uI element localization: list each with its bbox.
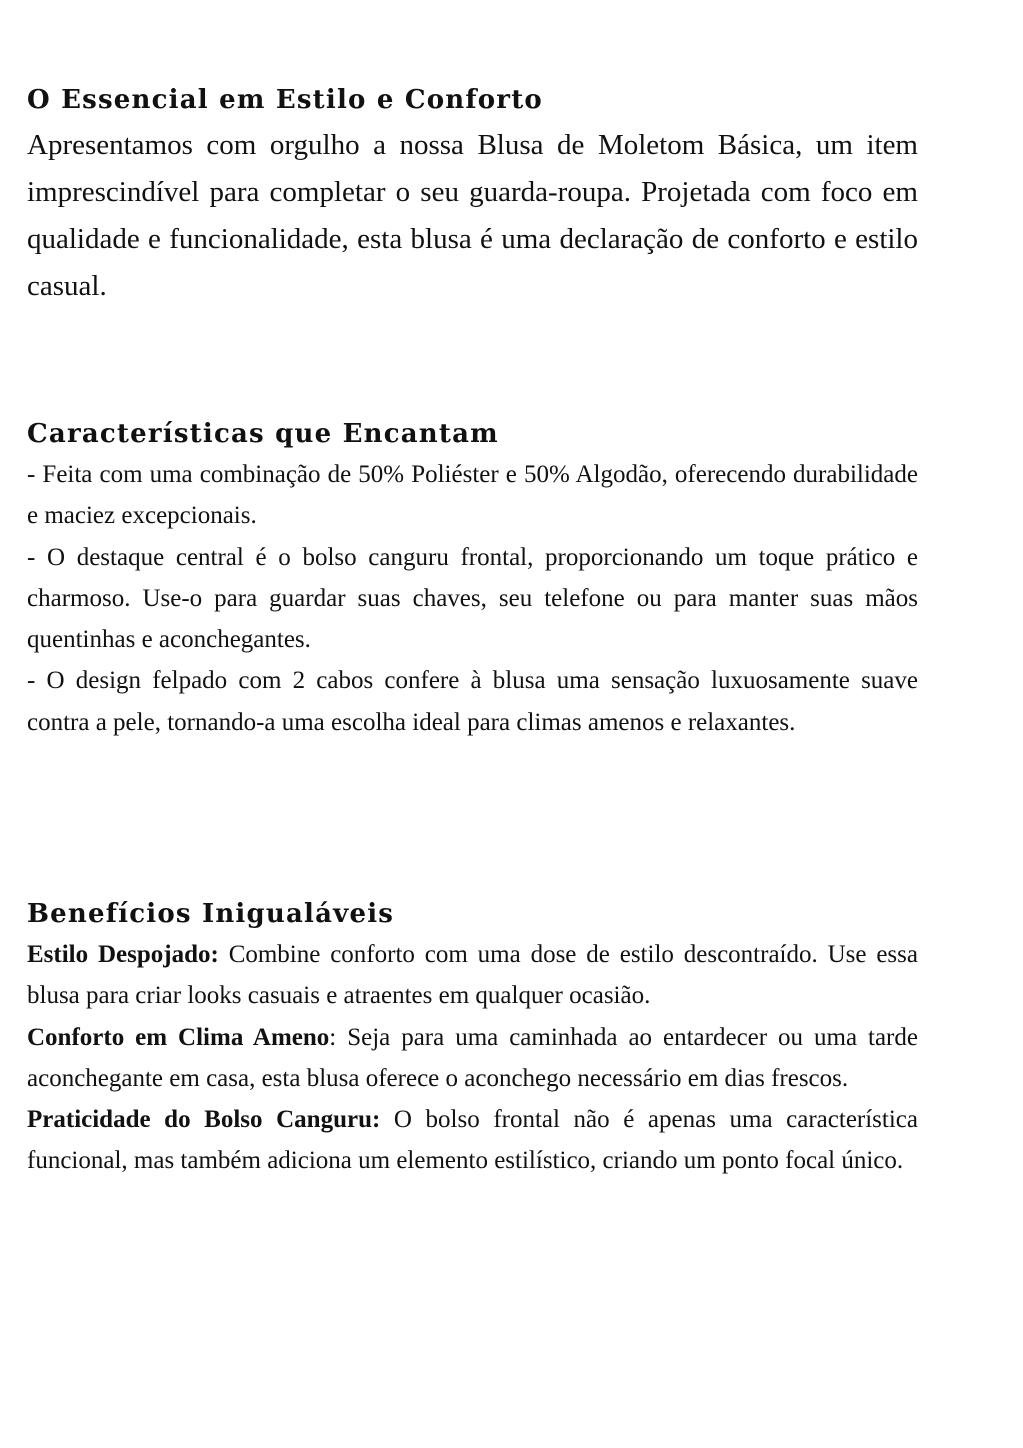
section-essential [27, 82, 918, 310]
feature-item: - O design felpado com 2 cabos confere à blusa uma sensação luxuosamente suave contra a pele, tornando-a uma escolha ideal para climas amenos e relaxantes. [27, 667, 918, 736]
benefit-label: Conforto em Clima Ameno [27, 1023, 330, 1051]
feature-item: - O destaque central é o bolso canguru frontal, proporcionando um toque prático e charmoso. Use-o para guardar suas chaves, seu telefone ou para manter suas mãos quentinhas e aconchegantes. [27, 543, 918, 654]
benefit-item [27, 934, 918, 1017]
section-features [27, 416, 918, 743]
benefit-text: Combine conforto com uma dose de estilo descontraído. Use essa blusa para criar looks casuais e atraentes em qualquer ocasião. [27, 941, 918, 1010]
benefit-text: O bolso frontal não é apenas uma característica funcional, mas também adiciona um elemento estilístico, criando um ponto focal único. [27, 1106, 918, 1175]
section-title: Benefícios Inigualáveis [27, 899, 395, 929]
feature-item: - Feita com uma combinação de 50% Poliéster e 50% Algodão, oferecendo durabilidade e maciez excepcionais. [27, 461, 918, 530]
intro-paragraph: Apresentamos com orgulho a nossa Blusa de Moletom Básica, um item imprescindível para completar o seu guarda-roupa. Projetada com foco em qualidade e funcionalidade, esta blusa é uma declaração de conforto e estilo casual. [27, 129, 918, 302]
benefit-label: Estilo Despojado: [27, 941, 219, 968]
section-title: Características que Encantam [27, 419, 499, 449]
section-benefits [27, 896, 918, 1182]
section-title: O Essencial em Estilo e Conforto [27, 85, 543, 115]
benefit-text: : Seja para uma caminhada ao entardecer ou uma tarde aconchegante em casa, esta blusa oferece o aconchego necessário em dias frescos. [27, 1023, 918, 1092]
benefit-label: Praticidade do Bolso Canguru: [27, 1106, 381, 1134]
benefit-item [27, 1099, 918, 1182]
benefit-item [27, 1017, 918, 1100]
